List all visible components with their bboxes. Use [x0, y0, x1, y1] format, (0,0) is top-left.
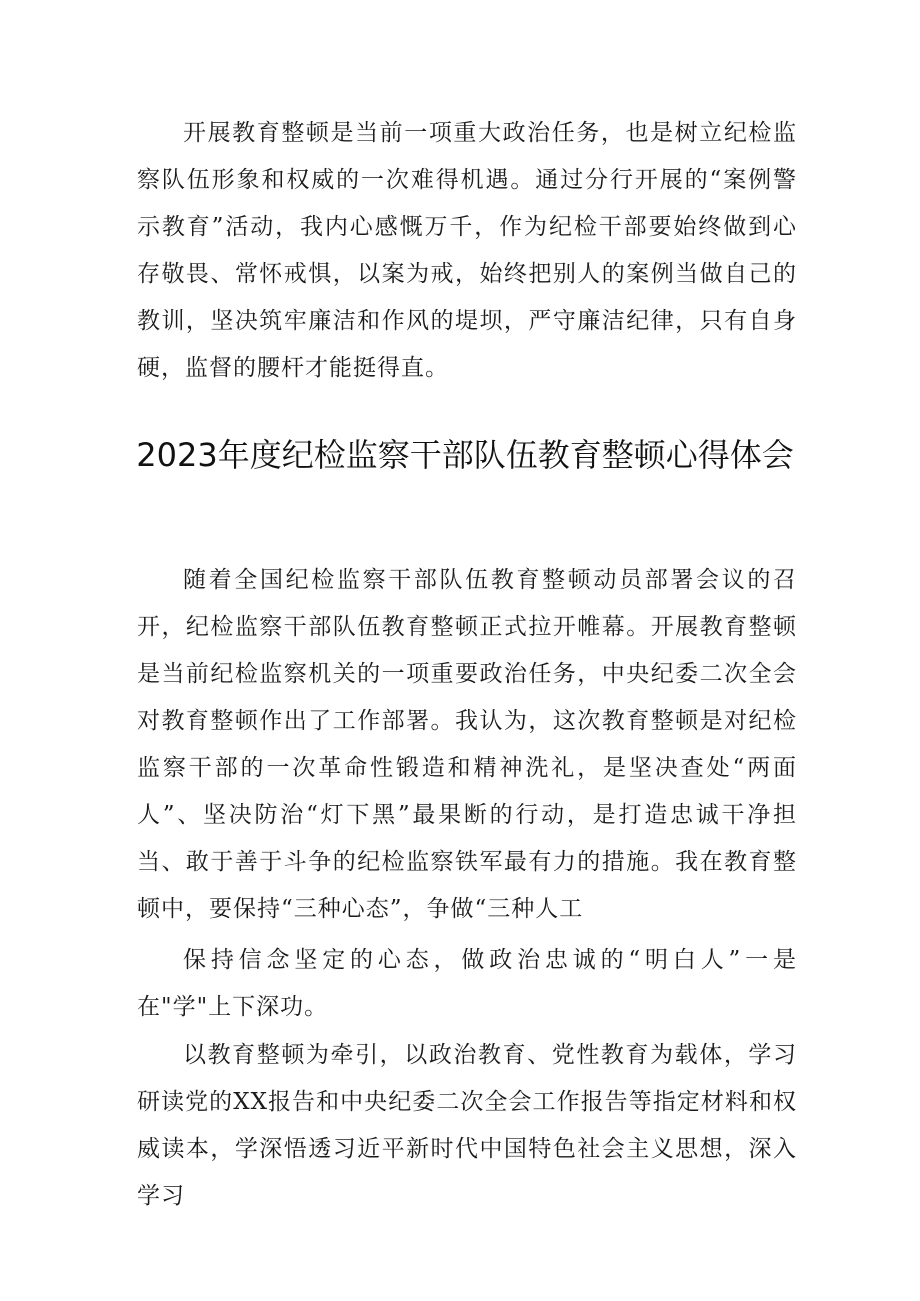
- body-paragraph-1: 随着全国纪检监察干部队伍教育整顿动员部署会议的召开，纪检监察干部队伍教育整顿正式拉开帷幕。开展教育整顿是当前纪检监察机关的一项重要政治任务，中央纪委二次全会对教育整顿作出了工作部署。我认为，这次教育整顿是对纪检监察干部的一次革命性锻造和精神洗礼，是坚决查处“两面人”、坚决防治“灯下黑”最果断的行动，是打造忠诚干净担当、敢于善于斗争的纪检监察铁军最有力的措施。我在教育整顿中，要保持“三种心态”，争做“三种人工: [137, 567, 797, 922]
- document-title: 2023年度纪检监察干部队伍教育整顿心得体会: [136, 436, 794, 474]
- body-paragraph-3: 以教育整顿为牵引，以政治教育、党性教育为载体，学习研读党的XX报告和中央纪委二次全会工作报告等指定材料和权威读本，学深悟透习近平新时代中国特色社会主义思想，深入学习: [137, 1042, 797, 1209]
- intro-paragraph: 开展教育整顿是当前一项重大政治任务，也是树立纪检监察队伍形象和权威的一次难得机遇。通过分行开展的“案例警示教育”活动，我内心感慨万千，作为纪检干部要始终做到心存敬畏、常怀戒惧，以案为戒，始终把别人的案例当做自己的教训，坚决筑牢廉洁和作风的堤坝，严守廉洁纪律，只有自身硬，监督的腰杆才能挺得直。: [137, 120, 797, 381]
- body-paragraph-2: 保持信念坚定的心态，做政治忠诚的“明白人”一是在"学"上下深功。: [137, 947, 797, 1020]
